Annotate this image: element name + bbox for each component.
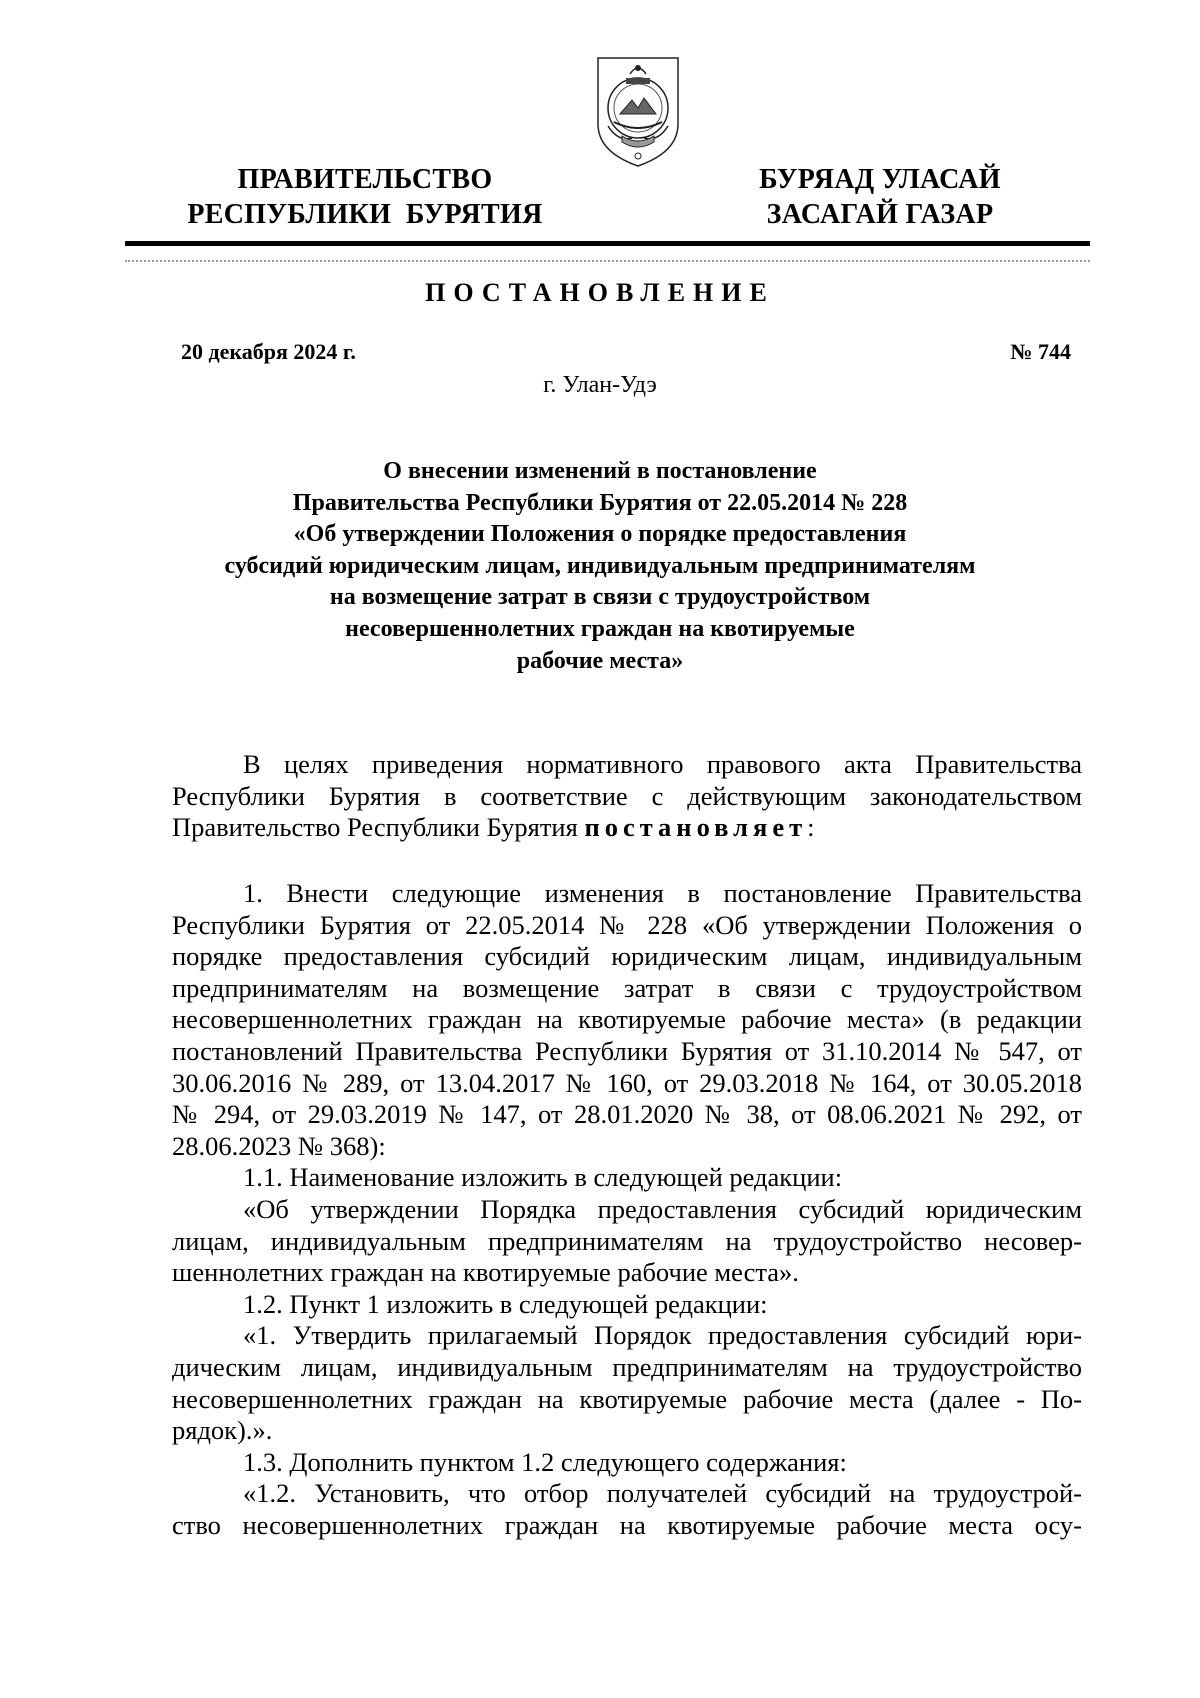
document-type: ПОСТАНОВЛЕНИЕ [425,278,775,307]
body-line: шеннолетних граждан на квотируемые рабочие места». [172,1257,799,1288]
document-body [172,878,1082,1541]
body-line: предпринимателям на возмещение затрат в связи с трудоустройством [172,972,1082,1003]
body-line: «Об утверждении Порядка предоставления субсидий юридическим [243,1193,1082,1224]
body-paragraph [172,1478,1082,1541]
issuer-line: БУРЯАД УЛАСАЙ [759,164,1001,195]
body-line: 1. Внести следующие изменения в постановление Правительства [243,878,1082,908]
coat-of-arms-icon [592,52,684,170]
title-line: на возмещение затрат в связи с трудоустройством [329,584,871,611]
resolves-word: постановляет [584,812,808,843]
body-line: ство несовершеннолетних граждан на квотируемые рабочие места осу- [172,1509,1082,1540]
title-line: Правительства Республики Бурятия от 22.05.2014 № 228 [292,489,908,516]
body-line: порядке предоставления субсидий юридическим лицам, индивидуальным [172,941,1082,972]
body-line: 28.06.2023 № 368): [172,1130,386,1161]
issuer-line: ЗАСАГАЙ ГАЗАР [766,199,994,230]
body-line: дическим лицам, индивидуальным предпринимателям на трудоустройство [172,1351,1082,1382]
document-title [150,456,1050,677]
preamble-line-final [172,812,1082,844]
issuer-name-russian [170,162,560,232]
body-line: 30.06.2016 № 289, от 13.04.2017 № 160, от 29.03.2018 № 164, от 30.05.2018 [172,1067,1082,1098]
issuer-line: РЕСПУБЛИКИ БУРЯТИЯ [187,199,543,230]
body-line: несовершеннолетних граждан на квотируемые рабочие места (далее - По- [172,1383,1082,1414]
body-line: «1. Утвердить прилагаемый Порядок предоставления субсидий юри- [243,1320,1082,1351]
title-line: «Об утверждении Положения о порядке предоставления [293,521,907,548]
body-line: № 294, от 29.03.2019 № 147, от 28.01.2020 № 38, от 08.06.2021 № 292, от [172,1099,1082,1130]
body-paragraph [172,1447,1082,1479]
body-line: 1.3. Дополнить пунктом 1.2 следующего содержания: [243,1446,847,1477]
body-line: несовершеннолетних граждан на квотируемые рабочие места» (в редакции [172,1004,1082,1035]
preamble-end: : [807,812,815,843]
body-line: рядок).». [172,1415,273,1446]
body-line: «1.2. Установить, что отбор получателей субсидий на трудоустрой- [243,1478,1082,1509]
body-line: постановлений Правительства Республики Бурятия от 31.10.2014 № 547, от [172,1035,1082,1066]
body-paragraph [172,878,1082,1162]
body-paragraph [172,1320,1082,1446]
document-date: 20 декабря 2024 г. [181,339,356,364]
body-line: лицам, индивидуальным предпринимателям на трудоустройство несовер- [172,1225,1082,1256]
body-line: 1.2. Пункт 1 изложить в следующей редакции: [243,1288,768,1319]
title-line: субсидий юридическим лицам, индивидуальным предпринимателям [224,552,976,579]
issuer-line: ПРАВИТЕЛЬСТВО [237,164,493,195]
body-paragraph [172,1194,1082,1289]
preamble [172,749,1082,844]
issuer-name-buryat [730,162,1030,232]
body-paragraph [172,1289,1082,1321]
preamble-line: Республики Бурятия в соответствие с действующим законодательством [172,780,1082,811]
document-number: № 744 [1010,339,1071,364]
title-line: несовершеннолетних граждан на квотируемые [345,615,855,642]
title-line: рабочие места» [516,647,684,674]
header-divider-dotted [125,260,1090,262]
header-divider [125,241,1090,246]
preamble-text: Правительство Республики Бурятия [172,812,585,843]
title-line: О внесении изменений в постановление [383,458,817,484]
preamble-line: В целях приведения нормативного правового акта Правительства [243,749,1082,779]
document-city: г. Улан-Удэ [543,372,657,398]
body-line: Республики Бурятия от 22.05.2014 № 228 «Об утверждении Положения о [172,909,1082,940]
body-paragraph [172,1162,1082,1194]
body-line: 1.1. Наименование изложить в следующей редакции: [243,1162,843,1193]
